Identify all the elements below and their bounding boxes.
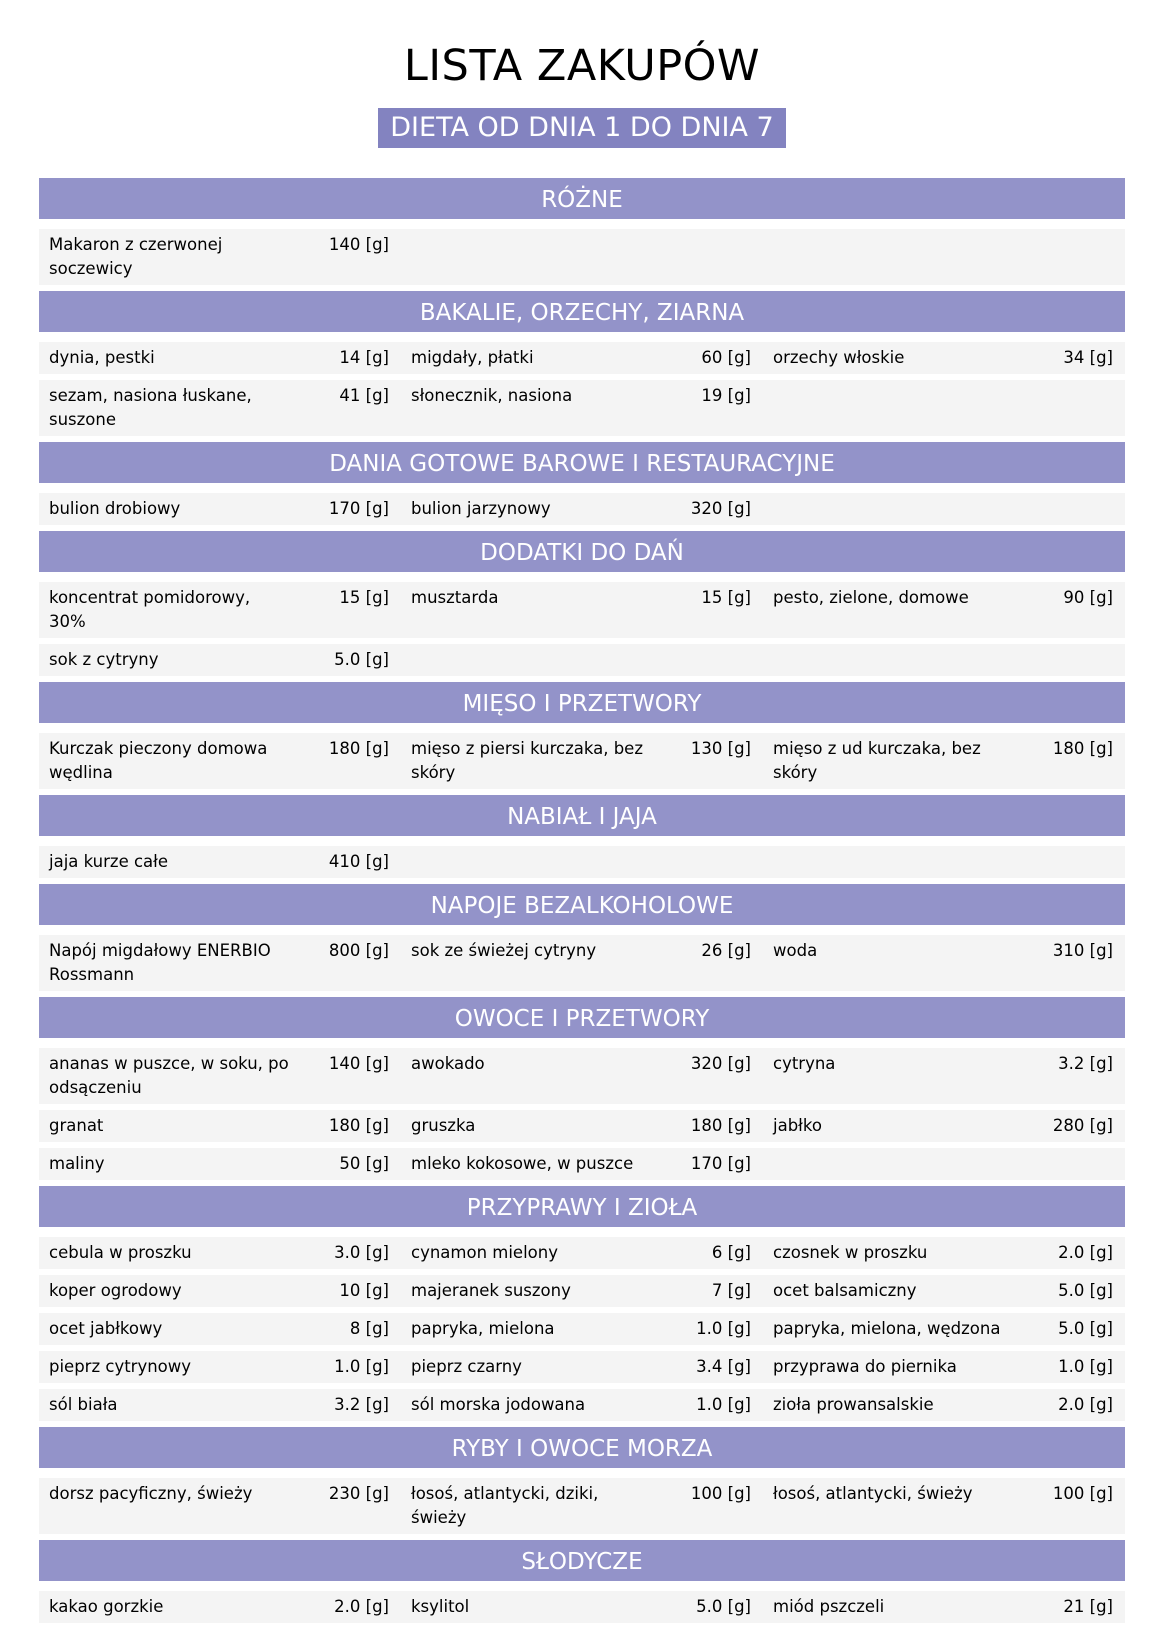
list-item [763,1275,1125,1307]
diet-range-subtitle: DIETA OD DNIA 1 DO DNIA 7 [378,108,785,148]
list-item [401,935,763,991]
section-header: SŁODYCZE [39,1540,1125,1581]
list-item [39,342,401,374]
item-quantity: 26 [g] [701,941,751,960]
item-name: orzechy włoskie [773,348,905,367]
page-title: LISTA ZAKUPÓW [403,41,761,91]
list-item [39,1048,401,1104]
list-item [39,644,401,676]
list-item [401,1313,763,1345]
item-name: sok z cytryny [49,650,159,669]
item-name: zioła prowansalskie [773,1395,934,1414]
list-item [763,1591,1125,1623]
item-name: cytryna [773,1054,836,1073]
item-name: ananas w puszce, w soku, po odsączeniu [49,1054,289,1097]
list-item [401,1275,763,1307]
section-header: OWOCE I PRZETWORY [39,997,1125,1038]
item-quantity: 50 [g] [339,1154,389,1173]
list-item [763,1313,1125,1345]
section-header: RÓŻNE [39,178,1125,219]
list-item [401,1351,763,1383]
section-body [39,572,1125,676]
section-body [39,1581,1125,1623]
item-quantity: 2.0 [g] [1058,1395,1113,1414]
item-row [39,846,1125,878]
item-quantity: 21 [g] [1063,1597,1113,1616]
list-item [401,1110,763,1142]
item-name: łosoś, atlantycki, dziki, świeży [411,1484,599,1527]
item-quantity: 90 [g] [1063,588,1113,607]
list-item [39,493,401,525]
item-quantity: 5.0 [g] [696,1597,751,1616]
section-body [39,1468,1125,1534]
item-quantity: 3.2 [g] [1058,1054,1113,1073]
item-name: pieprz cytrynowy [49,1357,192,1376]
item-row [39,1313,1125,1345]
item-quantity: 10 [g] [339,1281,389,1300]
item-quantity: 320 [g] [690,499,751,518]
item-name: awokado [411,1054,485,1073]
list-item [39,1313,401,1345]
item-quantity: 15 [g] [701,588,751,607]
list-item [401,1048,763,1104]
list-item [39,1478,401,1534]
section [39,1427,1125,1534]
item-row [39,1591,1125,1623]
item-quantity: 1.0 [g] [696,1319,751,1338]
item-quantity: 140 [g] [328,235,389,254]
item-name: migdały, płatki [411,348,534,367]
section [39,884,1125,991]
item-name: pesto, zielone, domowe [773,588,969,607]
list-item [39,229,401,285]
section-body [39,723,1125,789]
list-item [39,1351,401,1383]
item-quantity: 5.0 [g] [1058,1319,1113,1338]
item-name: koper ogrodowy [49,1281,182,1300]
list-item [763,733,1125,789]
item-row [39,380,1125,436]
list-item [763,1351,1125,1383]
section [39,1186,1125,1421]
list-item [401,1591,763,1623]
item-row [39,1110,1125,1142]
section [39,1540,1125,1623]
section [39,531,1125,676]
item-name: sezam, nasiona łuskane, suszone [49,386,252,429]
section-header: RYBY I OWOCE MORZA [39,1427,1125,1468]
list-item [763,342,1125,374]
item-name: czosnek w proszku [773,1243,928,1262]
list-item [39,935,401,991]
item-quantity: 3.0 [g] [334,1243,389,1262]
list-item [401,1148,763,1180]
item-name: sól morska jodowana [411,1395,586,1414]
item-row [39,644,1125,676]
item-row [39,1237,1125,1269]
item-name: woda [773,941,818,960]
list-item [763,1110,1125,1142]
section-body [39,1227,1125,1421]
item-row [39,1389,1125,1421]
item-name: miód pszczeli [773,1597,885,1616]
item-name: ksylitol [411,1597,470,1616]
item-quantity: 140 [g] [328,1054,389,1073]
item-quantity: 19 [g] [701,386,751,405]
item-quantity: 1.0 [g] [1058,1357,1113,1376]
item-quantity: 41 [g] [339,386,389,405]
item-name: kakao gorzkie [49,1597,164,1616]
list-item [39,582,401,638]
section-body [39,332,1125,436]
item-name: Kurczak pieczony domowa wędlina [49,739,268,782]
item-name: bulion drobiowy [49,499,181,518]
item-name: słonecznik, nasiona [411,386,573,405]
section-header: DODATKI DO DAŃ [39,531,1125,572]
item-name: ocet jabłkowy [49,1319,163,1338]
item-quantity: 180 [g] [690,1116,751,1135]
section [39,795,1125,878]
item-name: mleko kokosowe, w puszce [411,1154,634,1173]
item-name: Makaron z czerwonej soczewicy [49,235,223,278]
item-quantity: 5.0 [g] [334,650,389,669]
item-name: maliny [49,1154,105,1173]
section-header: BAKALIE, ORZECHY, ZIARNA [39,291,1125,332]
list-item [763,1478,1125,1534]
item-name: sól biała [49,1395,118,1414]
list-item [763,935,1125,991]
item-quantity: 1.0 [g] [696,1395,751,1414]
item-name: jaja kurze całe [49,852,169,871]
list-item [39,1110,401,1142]
section [39,682,1125,789]
item-quantity: 280 [g] [1052,1116,1113,1135]
list-item [401,380,763,436]
section-header: DANIA GOTOWE BAROWE I RESTAURACYJNE [39,442,1125,483]
section-body [39,483,1125,525]
list-item [39,1148,401,1180]
item-name: łosoś, atlantycki, świeży [773,1484,973,1503]
list-item [39,1591,401,1623]
section-header: PRZYPRAWY I ZIOŁA [39,1186,1125,1227]
list-item [763,1237,1125,1269]
item-quantity: 170 [g] [328,499,389,518]
item-row [39,1351,1125,1383]
item-quantity: 100 [g] [690,1484,751,1503]
list-item [39,1275,401,1307]
item-quantity: 1.0 [g] [334,1357,389,1376]
item-quantity: 7 [g] [711,1281,751,1300]
item-quantity: 15 [g] [339,588,389,607]
section-body [39,219,1125,285]
item-quantity: 6 [g] [711,1243,751,1262]
item-row [39,733,1125,789]
item-quantity: 130 [g] [690,739,751,758]
item-quantity: 180 [g] [328,1116,389,1135]
list-item [763,582,1125,638]
section [39,178,1125,285]
item-quantity: 100 [g] [1052,1484,1113,1503]
item-name: bulion jarzynowy [411,499,551,518]
item-row [39,1148,1125,1180]
item-name: cebula w proszku [49,1243,192,1262]
item-name: mięso z ud kurczaka, bez skóry [773,739,981,782]
list-item [39,1237,401,1269]
list-item [401,1478,763,1534]
list-item [39,1389,401,1421]
item-name: papryka, mielona, wędzona [773,1319,1001,1338]
item-name: dynia, pestki [49,348,155,367]
item-row [39,493,1125,525]
sections-container [39,178,1125,1629]
item-quantity: 14 [g] [339,348,389,367]
list-item [401,1237,763,1269]
item-name: dorsz pacyficzny, świeży [49,1484,253,1503]
item-quantity: 230 [g] [328,1484,389,1503]
item-quantity: 8 [g] [349,1319,389,1338]
item-name: jabłko [773,1116,822,1135]
section-body [39,836,1125,878]
section-header: NAPOJE BEZALKOHOLOWE [39,884,1125,925]
item-quantity: 180 [g] [1052,739,1113,758]
item-row [39,935,1125,991]
item-name: cynamon mielony [411,1243,558,1262]
item-row [39,342,1125,374]
item-name: sok ze świeżej cytryny [411,941,597,960]
item-row [39,1275,1125,1307]
item-name: Napój migdałowy ENERBIO Rossmann [49,941,271,984]
item-quantity: 320 [g] [690,1054,751,1073]
item-name: papryka, mielona [411,1319,555,1338]
list-item [39,846,401,878]
list-item [39,733,401,789]
list-item [401,342,763,374]
section-header: MIĘSO I PRZETWORY [39,682,1125,723]
item-row [39,582,1125,638]
item-quantity: 180 [g] [328,739,389,758]
item-row [39,1478,1125,1534]
section-body [39,1038,1125,1180]
list-item [763,1389,1125,1421]
item-quantity: 170 [g] [690,1154,751,1173]
item-quantity: 3.2 [g] [334,1395,389,1414]
section [39,442,1125,525]
section [39,997,1125,1180]
item-row [39,1048,1125,1104]
item-name: pieprz czarny [411,1357,522,1376]
item-quantity: 410 [g] [328,852,389,871]
item-name: majeranek suszony [411,1281,571,1300]
item-quantity: 310 [g] [1052,941,1113,960]
subtitle-wrap [0,108,1164,148]
item-quantity: 34 [g] [1063,348,1113,367]
item-name: gruszka [411,1116,476,1135]
item-quantity: 5.0 [g] [1058,1281,1113,1300]
section-body [39,925,1125,991]
item-quantity: 3.4 [g] [696,1357,751,1376]
item-name: przyprawa do piernika [773,1357,957,1376]
item-name: granat [49,1116,104,1135]
section-header: NABIAŁ I JAJA [39,795,1125,836]
item-quantity: 60 [g] [701,348,751,367]
list-item [763,1048,1125,1104]
list-item [401,1389,763,1421]
item-name: koncentrat pomidorowy, 30% [49,588,251,631]
section [39,291,1125,436]
item-name: ocet balsamiczny [773,1281,917,1300]
item-quantity: 2.0 [g] [334,1597,389,1616]
list-item [401,733,763,789]
item-row [39,229,1125,285]
item-name: mięso z piersi kurczaka, bez skóry [411,739,643,782]
list-item [401,582,763,638]
item-quantity: 800 [g] [328,941,389,960]
list-item [39,380,401,436]
item-name: musztarda [411,588,499,607]
item-quantity: 2.0 [g] [1058,1243,1113,1262]
list-item [401,493,763,525]
